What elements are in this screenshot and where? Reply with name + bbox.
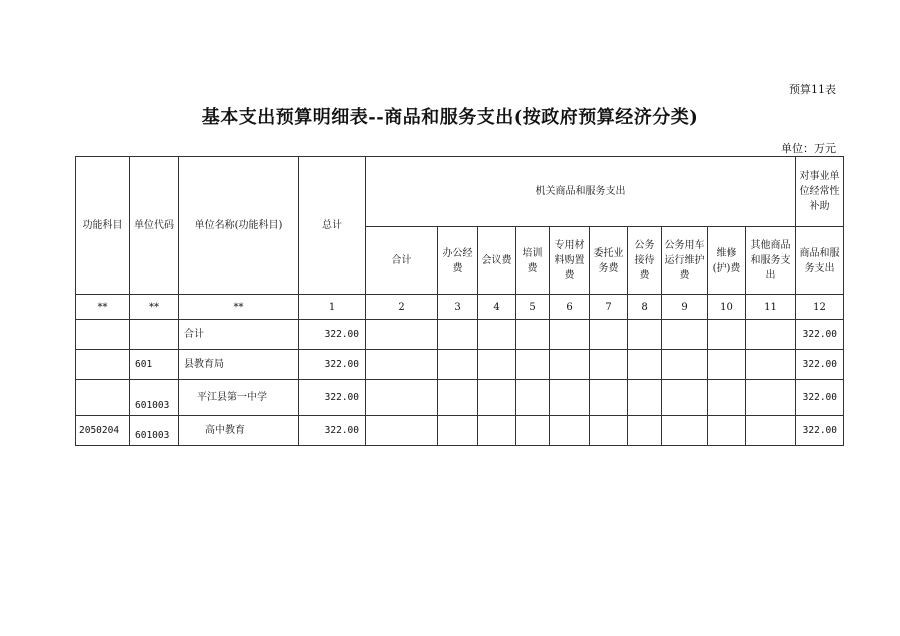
header-col: 专用材料购置费 xyxy=(550,227,590,295)
index-cell: 5 xyxy=(516,295,550,320)
total-cell: 322.00 xyxy=(299,320,366,350)
total-cell: 322.00 xyxy=(299,380,366,416)
index-cell: 12 xyxy=(796,295,844,320)
form-number: 预算11表 xyxy=(789,83,836,96)
index-row xyxy=(76,295,844,320)
code-cell xyxy=(130,320,179,350)
code-cell: 601003 xyxy=(130,380,179,416)
subsidy-cell: 322.00 xyxy=(796,350,844,380)
table-row xyxy=(76,320,844,350)
name-cell: 平江县第一中学 xyxy=(179,380,299,416)
total-cell: 322.00 xyxy=(299,416,366,446)
index-cell: ** xyxy=(130,295,179,320)
header-unit-code: 单位代码 xyxy=(130,157,179,295)
subsidy-cell: 322.00 xyxy=(796,320,844,350)
index-cell: ** xyxy=(179,295,299,320)
header-col: 培训费 xyxy=(516,227,550,295)
code-cell: 601 xyxy=(130,350,179,380)
header-group: 机关商品和服务支出 xyxy=(366,157,796,227)
func-cell xyxy=(76,320,130,350)
header-col: 合计 xyxy=(366,227,438,295)
index-cell: 9 xyxy=(662,295,708,320)
func-cell xyxy=(76,380,130,416)
func-cell: 2050204 xyxy=(76,416,130,446)
index-cell: 8 xyxy=(628,295,662,320)
name-cell: 合计 xyxy=(179,320,299,350)
budget-table xyxy=(75,156,844,446)
header-col: 商品和服务支出 xyxy=(796,227,844,295)
index-cell: 6 xyxy=(550,295,590,320)
index-cell: 10 xyxy=(708,295,746,320)
header-col: 办公经费 xyxy=(438,227,478,295)
index-cell: 3 xyxy=(438,295,478,320)
header-total: 总计 xyxy=(299,157,366,295)
func-cell xyxy=(76,350,130,380)
index-cell: ** xyxy=(76,295,130,320)
header-col: 维修(护)费 xyxy=(708,227,746,295)
total-cell: 322.00 xyxy=(299,350,366,380)
code-cell: 601003 xyxy=(130,416,179,446)
header-subsidy: 对事业单位经常性补助 xyxy=(796,157,844,227)
header-col: 会议费 xyxy=(478,227,516,295)
header-func-subject: 功能科目 xyxy=(76,157,130,295)
name-cell: 县教育局 xyxy=(179,350,299,380)
unit-label: 单位：万元 xyxy=(781,142,836,155)
index-cell: 11 xyxy=(746,295,796,320)
header-unit-name: 单位名称(功能科目) xyxy=(179,157,299,295)
header-col: 公务用车运行维护费 xyxy=(662,227,708,295)
header-col: 委托业务费 xyxy=(590,227,628,295)
name-cell: 高中教育 xyxy=(179,416,299,446)
index-cell: 2 xyxy=(366,295,438,320)
page-title: 基本支出预算明细表--商品和服务支出(按政府预算经济分类) xyxy=(201,107,699,128)
subsidy-cell: 322.00 xyxy=(796,416,844,446)
index-cell: 4 xyxy=(478,295,516,320)
table-row xyxy=(76,380,844,416)
header-col: 其他商品和服务支出 xyxy=(746,227,796,295)
table-row xyxy=(76,416,844,446)
index-cell: 1 xyxy=(299,295,366,320)
subsidy-cell: 322.00 xyxy=(796,380,844,416)
header-col: 公务接待费 xyxy=(628,227,662,295)
index-cell: 7 xyxy=(590,295,628,320)
table-row xyxy=(76,350,844,380)
